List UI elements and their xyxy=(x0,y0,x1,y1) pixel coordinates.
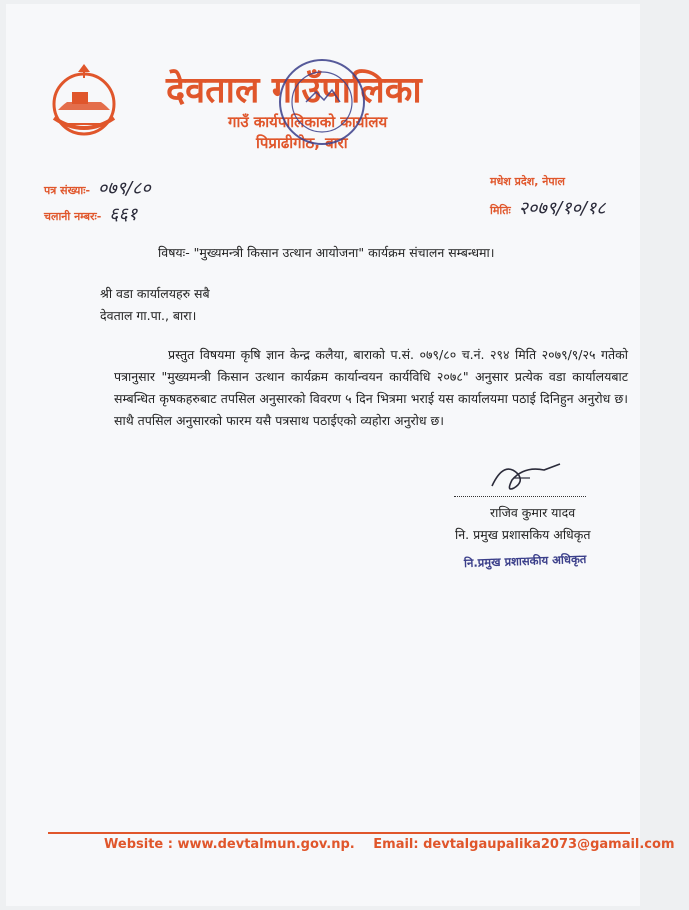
date-value: २०७९/१०/१८ xyxy=(518,198,606,219)
office-location: पिप्राढीगोठ, बारा xyxy=(256,134,348,152)
date-row xyxy=(490,196,606,220)
subject-line: विषयः- "मुख्यमन्त्री किसान उत्थान आयोजना" कार्यक्रम संचालन सम्बन्धमा। xyxy=(158,245,495,260)
signatory-title: नि. प्रमुख प्रशासकिय अधिकृत xyxy=(455,527,591,542)
signatory-stamp: नि.प्रमुख प्रशासकीय अधिकृत xyxy=(463,551,587,571)
office-title: देवताल गाउँपालिका xyxy=(166,70,422,111)
date-label: मितिः xyxy=(490,204,511,217)
letter-page xyxy=(6,4,675,906)
signature-icon xyxy=(484,456,564,496)
letter-body: प्रस्तुत विषयमा कृषि ज्ञान केन्द्र कलैया, बाराको प.सं. ०७९/८० च.नं. २९४ मिति २०७९/९/२५ गतेको पत्रानुसार "मुख्यमन्त्री किसान उत्थान कार्यक्रम कार्यान्वयन कार्यविधि २०७८" अनुसार प्रत्येक वडा कार्यालयबाट सम्बन्धित कृषकहरुबाट तपसिल अनुसारको विवरण ५ दिन भित्रमा भराई यस कार्यालयमा पठाई दिनिहुन अनुरोध छ। साथै तपसिल अनुसारको फारम यसै पत्रसाथ पठाईएको व्यहोरा अनुरोध छ। xyxy=(114,347,628,428)
footer-website: Website : www.devtalmun.gov.np. xyxy=(104,837,355,852)
province-label: मधेश प्रदेश, नेपाल xyxy=(490,175,565,188)
official-round-stamp-icon xyxy=(276,56,368,148)
recipient-line-2: देवताल गा.पा., बारा। xyxy=(100,308,197,323)
municipality-emblem-icon xyxy=(44,62,124,142)
letter-number-label: पत्र संख्याः- xyxy=(44,184,91,197)
signature-line xyxy=(454,496,586,497)
letter-number-row xyxy=(44,176,151,200)
dispatch-number-label: चलानी नम्बरः- xyxy=(44,210,102,223)
signatory-name: राजिव कुमार यादव xyxy=(490,505,576,520)
dispatch-number-row xyxy=(44,202,137,226)
footer-contact xyxy=(104,837,689,852)
office-subtitle: गाउँ कार्यपालिकाको कार्यालय xyxy=(228,113,388,131)
letter-number-value: ०७९/८० xyxy=(97,178,151,199)
footer-divider xyxy=(48,832,630,834)
recipient-line-1: श्री वडा कार्यालयहरु सबै xyxy=(100,286,210,301)
footer-email: Email: devtalgaupalika2073@gamail.com xyxy=(373,837,675,852)
dispatch-number-value: ६६१ xyxy=(109,204,138,225)
